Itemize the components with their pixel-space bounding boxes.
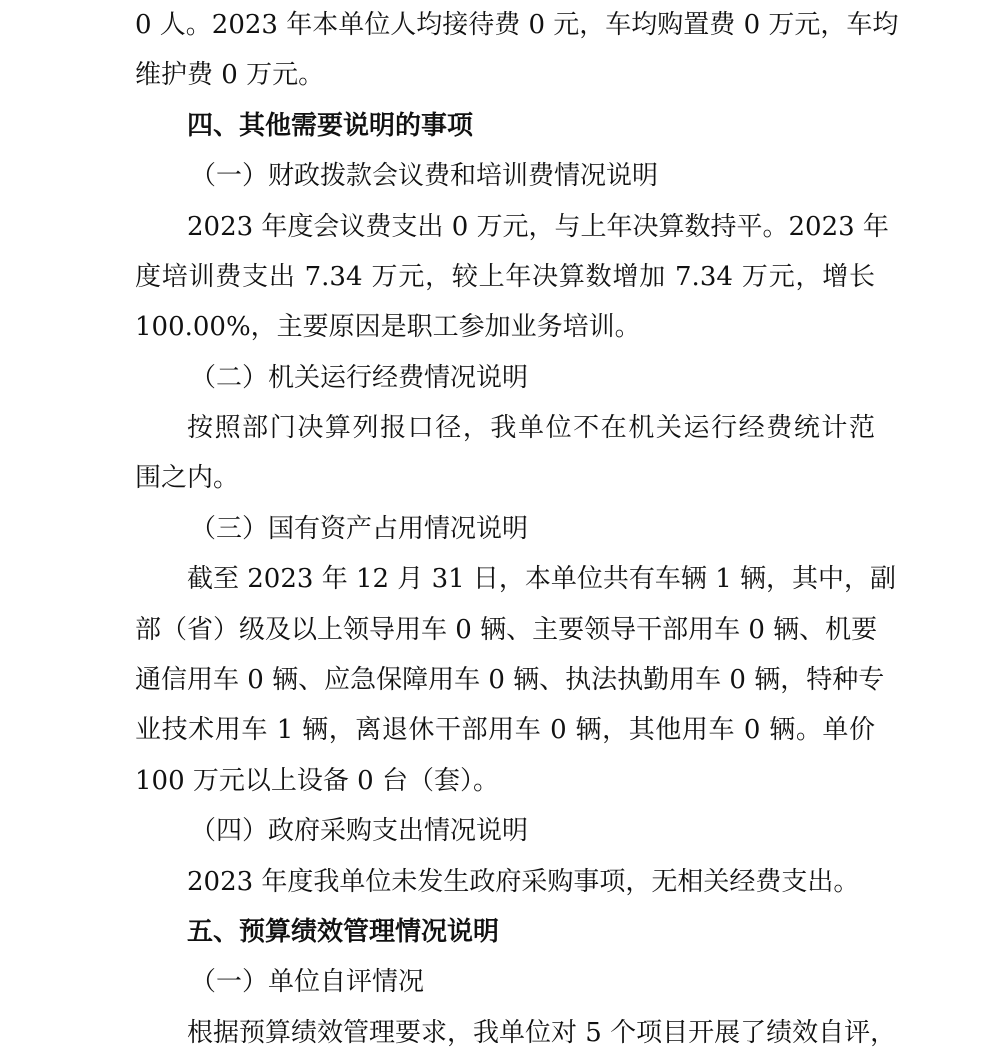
paragraph-line: 按照部门决算列报口径，我单位不在机关运行经费统计范 bbox=[187, 413, 875, 443]
subsection-heading: （三）国有资产占用情况说明 bbox=[190, 514, 529, 544]
paragraph-line: 部（省）级及以上领导用车 0 辆、主要领导干部用车 0 辆、机要 bbox=[135, 615, 878, 645]
paragraph-line: 度培训费支出 7.34 万元，较上年决算数增加 7.34 万元，增长 bbox=[135, 262, 875, 292]
subsection-heading: （一）财政拨款会议费和培训费情况说明 bbox=[190, 161, 659, 191]
subsection-heading: （四）政府采购支出情况说明 bbox=[190, 816, 529, 846]
paragraph-line: 截至 2023 年 12 月 31 日，本单位共有车辆 1 辆，其中，副 bbox=[187, 564, 896, 594]
paragraph-line: 根据预算绩效管理要求，我单位对 5 个项目开展了绩效自评， bbox=[187, 1018, 897, 1048]
paragraph-line: 100 万元以上设备 0 台（套）。 bbox=[135, 766, 499, 796]
section-heading: 四、其他需要说明的事项 bbox=[187, 111, 474, 141]
paragraph-line: 通信用车 0 辆、应急保障用车 0 辆、执法执勤用车 0 辆，特种专 bbox=[135, 665, 885, 695]
subsection-heading: （二）机关运行经费情况说明 bbox=[190, 363, 529, 393]
paragraph-line: 围之内。 bbox=[135, 463, 240, 493]
paragraph-line: 维护费 0 万元。 bbox=[135, 60, 325, 90]
section-heading: 五、预算绩效管理情况说明 bbox=[187, 917, 500, 947]
paragraph-line: 2023 年度会议费支出 0 万元，与上年决算数持平。2023 年 bbox=[187, 212, 889, 242]
paragraph-line: 0 人。2023 年本单位人均接待费 0 元，车均购置费 0 万元，车均 bbox=[135, 10, 899, 40]
paragraph-line: 2023 年度我单位未发生政府采购事项，无相关经费支出。 bbox=[187, 867, 860, 897]
subsection-heading: （一）单位自评情况 bbox=[190, 967, 425, 997]
paragraph-line: 100.00%，主要原因是职工参加业务培训。 bbox=[135, 312, 641, 342]
paragraph-line: 业技术用车 1 辆，离退休干部用车 0 辆，其他用车 0 辆。单价 bbox=[135, 715, 875, 745]
